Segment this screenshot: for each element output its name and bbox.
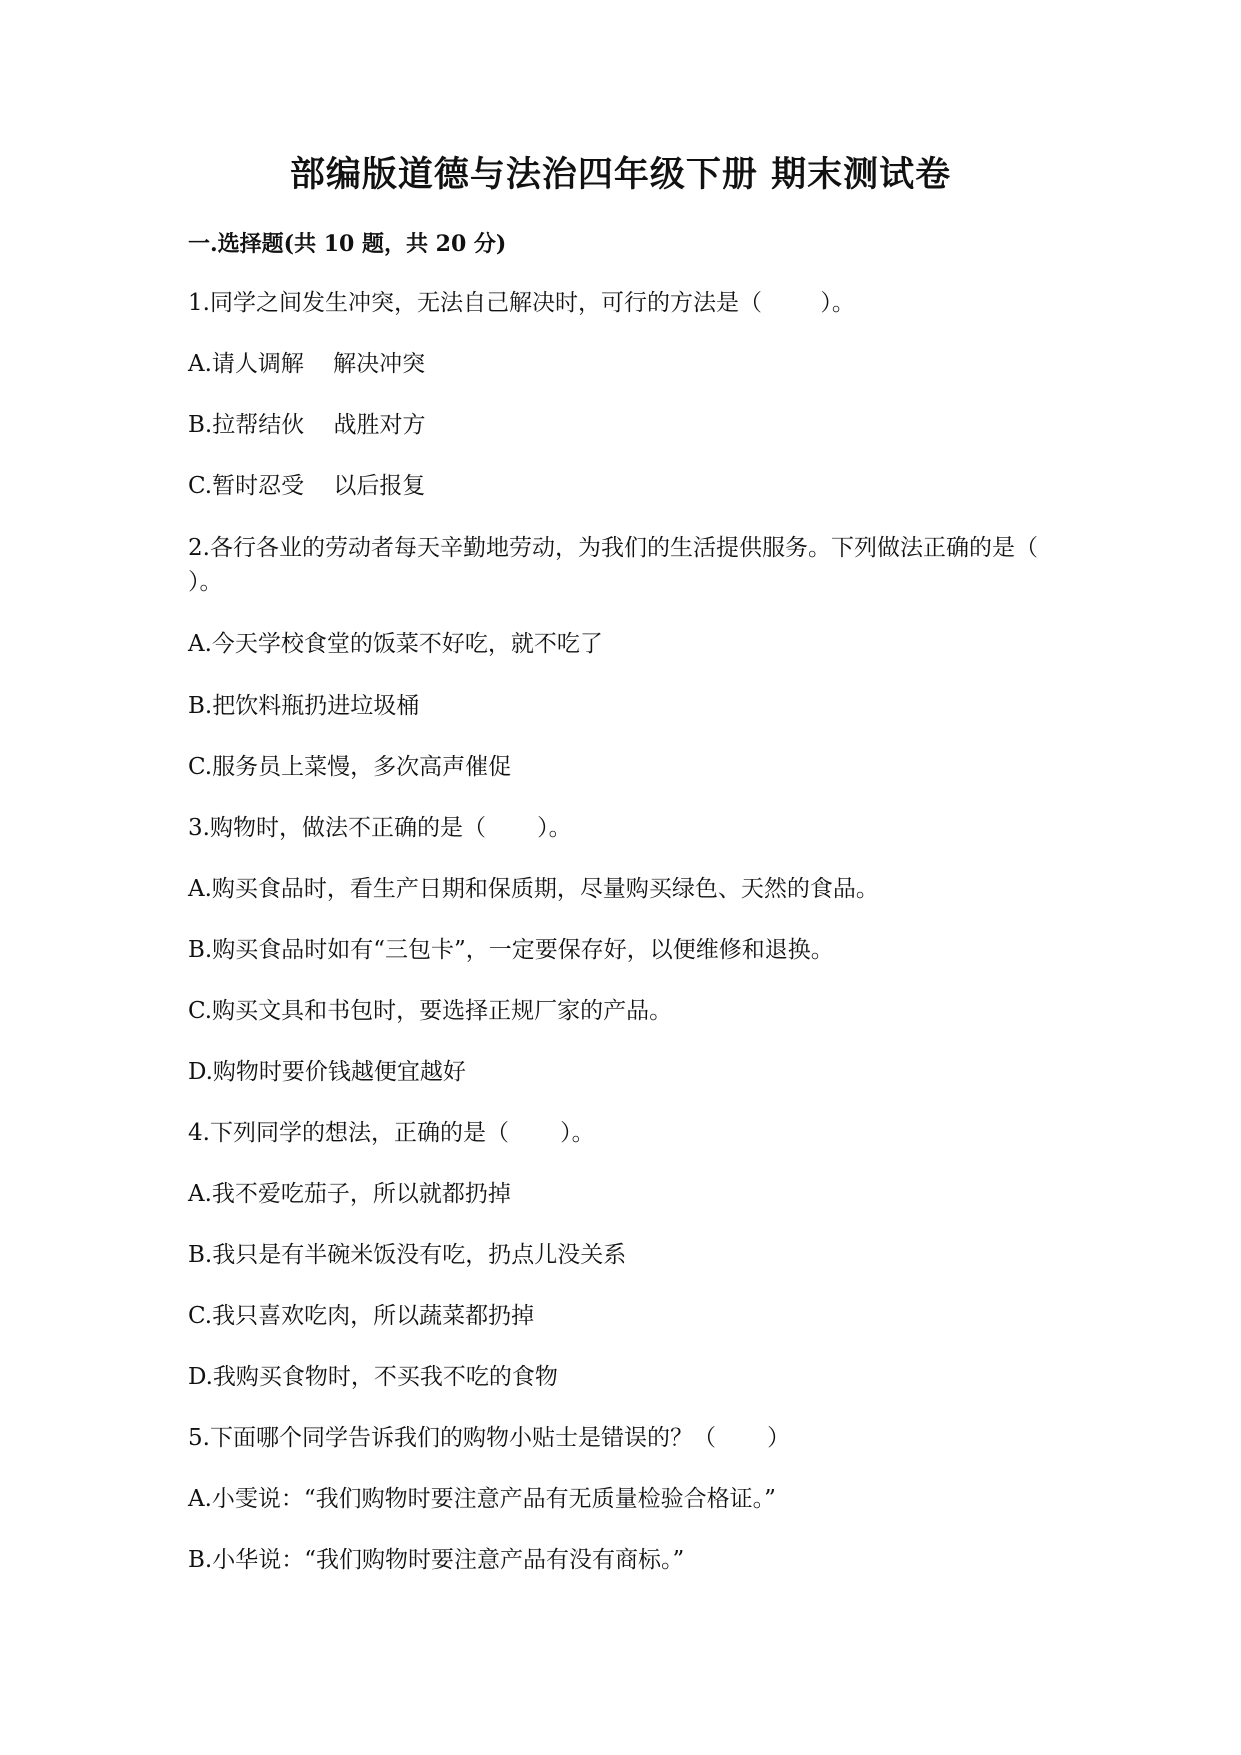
question-5-option-b: B.小华说：“我们购物时要注意产品有没有商标。”	[188, 1547, 685, 1573]
question-2-option-a: A.今天学校食堂的饭菜不好吃，就不吃了	[188, 631, 603, 657]
section-heading: 一.选择题(共 10 题，共 20 分)	[188, 231, 507, 257]
question-3-option-a: A.购买食品时，看生产日期和保质期，尽量购买绿色、天然的食品。	[188, 876, 879, 902]
question-4-stem: 4.下列同学的想法，正确的是（ ）。	[188, 1120, 595, 1146]
question-3-option-c: C.购买文具和书包时，要选择正规厂家的产品。	[188, 998, 673, 1024]
question-4-option-d: D.我购买食物时，不买我不吃的食物	[188, 1364, 558, 1390]
question-1-option-a: A.请人调解 解决冲突	[188, 351, 426, 377]
question-3-stem: 3.购物时，做法不正确的是（ ）。	[188, 815, 572, 841]
question-3-option-d: D.购物时要价钱越便宜越好	[188, 1059, 466, 1085]
question-4-option-c: C.我只喜欢吃肉，所以蔬菜都扔掉	[188, 1303, 535, 1329]
question-5-option-a: A.小雯说：“我们购物时要注意产品有无质量检验合格证。”	[188, 1486, 776, 1512]
question-4-option-b: B.我只是有半碗米饭没有吃，扔点儿没关系	[188, 1242, 627, 1268]
question-1-option-c: C.暂时忍受 以后报复	[188, 473, 426, 499]
question-5-stem: 5.下面哪个同学告诉我们的购物小贴士是错误的？（ ）	[188, 1425, 791, 1451]
question-3-option-b: B.购买食品时如有“三包卡”，一定要保存好，以便维修和退换。	[188, 937, 834, 963]
question-2-option-c: C.服务员上菜慢，多次高声催促	[188, 754, 512, 780]
question-1-option-b: B.拉帮结伙 战胜对方	[188, 412, 426, 438]
question-2-stem: 2.各行各业的劳动者每天辛勤地劳动，为我们的生活提供服务。下列做法正确的是（ ）。	[188, 535, 1097, 595]
question-2-option-b: B.把饮料瓶扔进垃圾桶	[188, 693, 420, 719]
page-title: 部编版道德与法治四年级下册 期末测试卷	[289, 154, 952, 195]
question-4-option-a: A.我不爱吃茄子，所以就都扔掉	[188, 1181, 511, 1207]
question-1-stem: 1.同学之间发生冲突，无法自己解决时，可行的方法是（ ）。	[188, 290, 855, 316]
